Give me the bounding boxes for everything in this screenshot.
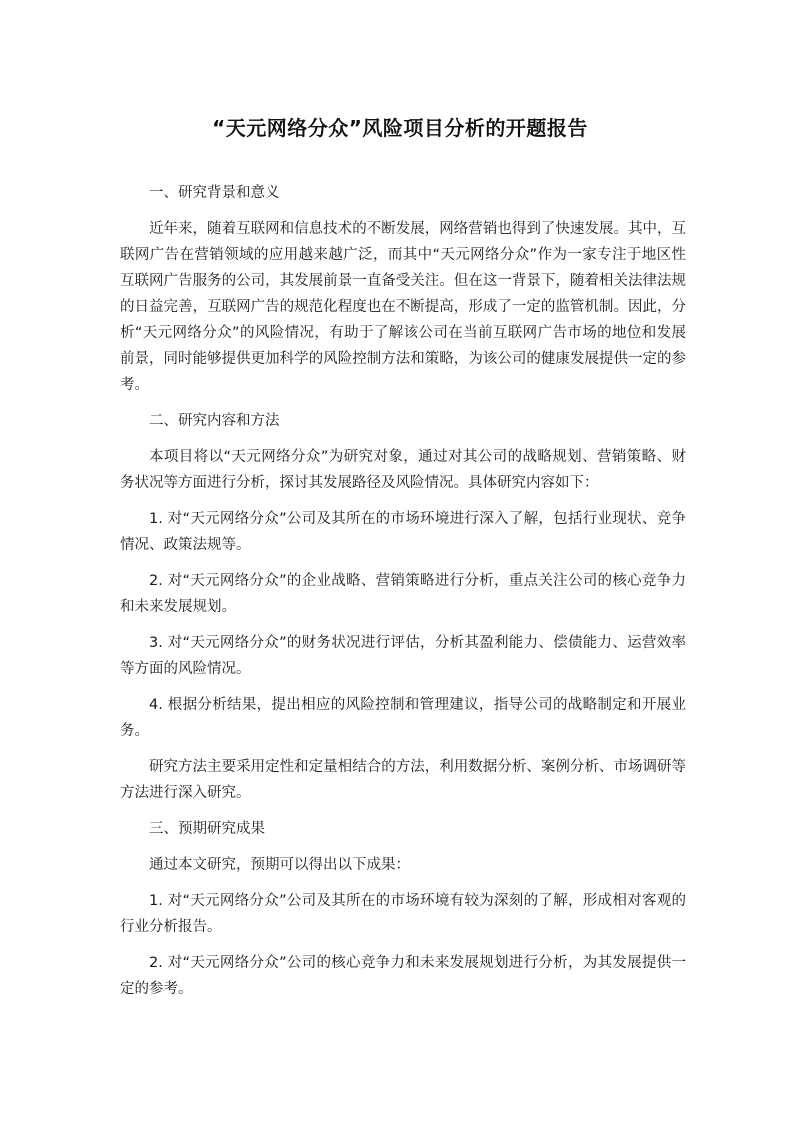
list-item-content-4: 4. 根据分析结果，提出相应的风险控制和管理建议，指导公司的战略制定和开展业务。 <box>120 697 686 739</box>
paragraph-content-intro: 本项目将以“天元网络分众”为研究对象，通过对其公司的战略规划、营销策略、财务状况等方面进行分析，探讨其发展路径及风险情况。具体研究内容如下： <box>120 449 686 491</box>
document-title: “天元网络分众”风险项目分析的开题报告 <box>212 116 588 140</box>
document-body <box>120 180 686 1012</box>
section-heading-expected-results: 三、预期研究成果 <box>149 821 265 837</box>
paragraph-results-intro: 通过本文研究，预期可以得出以下成果： <box>149 857 410 873</box>
list-item-result-2: 2. 对“天元网络分众”公司的核心竞争力和未来发展规划进行分析，为其发展提供一定的参考。 <box>120 955 686 997</box>
list-item-content-3: 3. 对“天元网络分众”的财务状况进行评估，分析其盈利能力、偿债能力、运营效率等方面的风险情况。 <box>120 635 686 677</box>
paragraph-methods: 研究方法主要采用定性和定量相结合的方法，利用数据分析、案例分析、市场调研等方法进行深入研究。 <box>120 759 686 801</box>
paragraph-background: 近年来，随着互联网和信息技术的不断发展，网络营销也得到了快速发展。其中，互联网广告在营销领域的应用越来越广泛，而其中“天元网络分众”作为一家专注于地区性互联网广告服务的公司，其发展前景一直备受关注。但在这一背景下，随着相关法律法规的日益完善，互联网广告的规范化程度也在不断提高，形成了一定的监管机制。因此，分析“天元网络分众”的风险情况，有助于了解该公司在当前互联网广告市场的地位和发展前景，同时能够提供更加科学的风险控制方法和策略，为该公司的健康发展提供一定的参考。 <box>120 221 686 393</box>
section-heading-background: 一、研究背景和意义 <box>149 185 280 201</box>
list-item-result-1: 1. 对“天元网络分众”公司及其所在的市场环境有较为深刻的了解，形成相对客观的行业分析报告。 <box>120 893 686 935</box>
section-heading-content-methods: 二、研究内容和方法 <box>149 413 280 429</box>
list-item-content-2: 2. 对“天元网络分众”的企业战略、营销策略进行分析，重点关注公司的核心竞争力和未来发展规划。 <box>120 573 686 615</box>
list-item-content-1: 1. 对“天元网络分众”公司及其所在的市场环境进行深入了解，包括行业现状、竞争情况、政策法规等。 <box>120 511 686 553</box>
